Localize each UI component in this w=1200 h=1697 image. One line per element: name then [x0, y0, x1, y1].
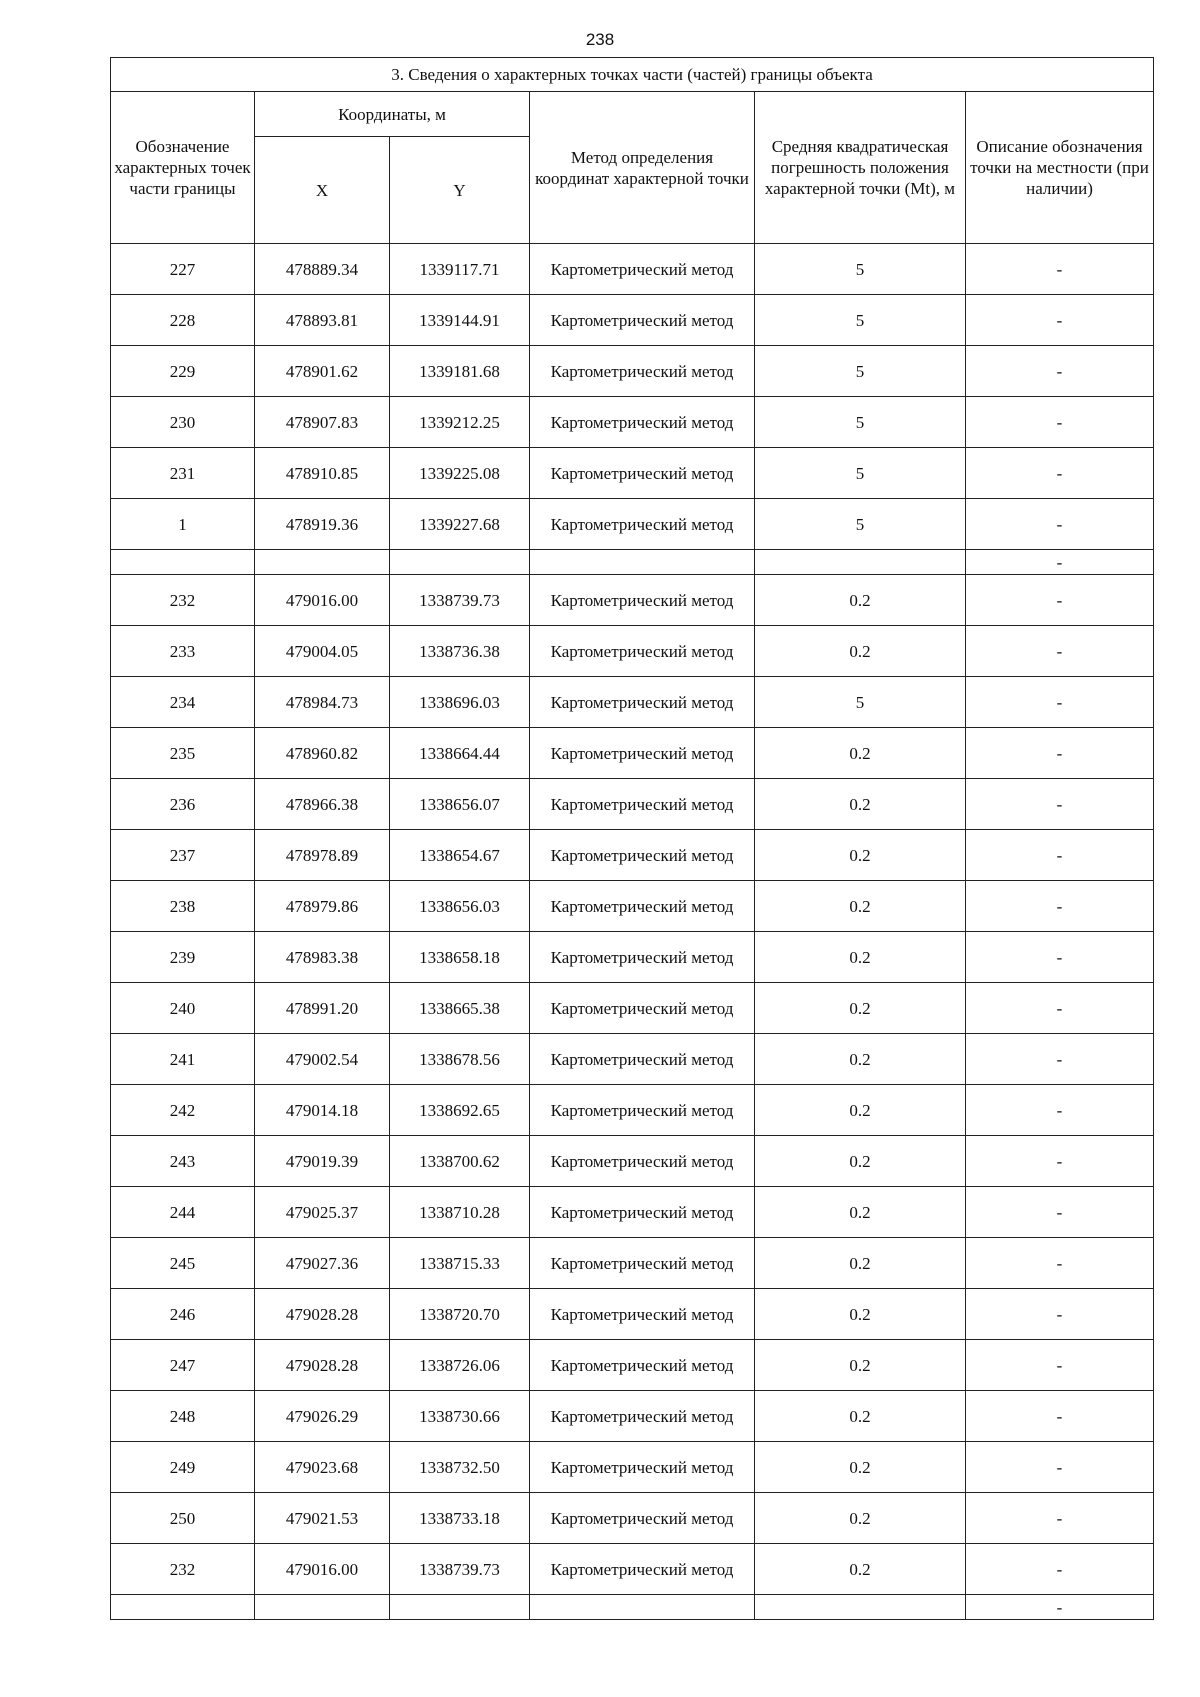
page-number: 238 — [585, 30, 615, 49]
cell-y: 1338665.38 — [390, 983, 530, 1034]
cell-accuracy: 0.2 — [755, 1391, 966, 1442]
cell-description: - — [966, 575, 1154, 626]
cell-accuracy: 0.2 — [755, 626, 966, 677]
cell-description: - — [966, 728, 1154, 779]
cell-point: 236 — [111, 779, 255, 830]
header-row — [111, 92, 1154, 137]
cell-accuracy: 0.2 — [755, 1136, 966, 1187]
cell-description: - — [966, 1289, 1154, 1340]
empty-cell — [530, 1595, 755, 1620]
cell-method: Картометрический метод — [530, 728, 755, 779]
cell-y: 1338720.70 — [390, 1289, 530, 1340]
cell-method: Картометрический метод — [530, 397, 755, 448]
cell-point: 244 — [111, 1187, 255, 1238]
cell-accuracy: 5 — [755, 244, 966, 295]
cell-method: Картометрический метод — [530, 1034, 755, 1085]
cell-x: 478960.82 — [255, 728, 390, 779]
cell-point: 248 — [111, 1391, 255, 1442]
empty-cell — [255, 1595, 390, 1620]
empty-cell — [755, 550, 966, 575]
cell-accuracy: 0.2 — [755, 983, 966, 1034]
table-row — [111, 397, 1154, 448]
cell-accuracy: 5 — [755, 346, 966, 397]
cell-point: 228 — [111, 295, 255, 346]
cell-description: - — [966, 1442, 1154, 1493]
cell-method: Картометрический метод — [530, 881, 755, 932]
cell-description: - — [966, 1544, 1154, 1595]
empty-cell — [755, 1595, 966, 1620]
cell-x: 479026.29 — [255, 1391, 390, 1442]
cell-x: 479016.00 — [255, 1544, 390, 1595]
table-title: 3. Сведения о характерных точках части (частей) границы объекта — [111, 58, 1154, 92]
cell-accuracy: 0.2 — [755, 1289, 966, 1340]
cell-method: Картометрический метод — [530, 499, 755, 550]
cell-y: 1338732.50 — [390, 1442, 530, 1493]
table-row — [111, 1034, 1154, 1085]
cell-description: - — [966, 1085, 1154, 1136]
cell-description: - — [966, 244, 1154, 295]
cell-method: Картометрический метод — [530, 983, 755, 1034]
cell-description: - — [966, 1034, 1154, 1085]
header-coordinates: Координаты, м — [255, 92, 530, 137]
empty-cell — [255, 550, 390, 575]
cell-accuracy: 0.2 — [755, 1187, 966, 1238]
cell-x: 478889.34 — [255, 244, 390, 295]
table-row — [111, 1340, 1154, 1391]
table-row — [111, 448, 1154, 499]
cell-y: 1339117.71 — [390, 244, 530, 295]
cell-x: 479014.18 — [255, 1085, 390, 1136]
cell-method: Картометрический метод — [530, 626, 755, 677]
cell-point: 239 — [111, 932, 255, 983]
table-row — [111, 1085, 1154, 1136]
table-body — [111, 244, 1154, 1620]
table-row — [111, 499, 1154, 550]
table-row — [111, 1187, 1154, 1238]
cell-x: 479002.54 — [255, 1034, 390, 1085]
table-row — [111, 779, 1154, 830]
table-row — [111, 244, 1154, 295]
cell-x: 478919.36 — [255, 499, 390, 550]
cell-accuracy: 5 — [755, 677, 966, 728]
cell-x: 478907.83 — [255, 397, 390, 448]
cell-method: Картометрический метод — [530, 1340, 755, 1391]
cell-accuracy: 0.2 — [755, 1085, 966, 1136]
cell-accuracy: 0.2 — [755, 932, 966, 983]
cell-point: 240 — [111, 983, 255, 1034]
cell-description: - — [966, 1238, 1154, 1289]
table-row — [111, 728, 1154, 779]
cell-method: Картометрический метод — [530, 244, 755, 295]
cell-accuracy: 0.2 — [755, 881, 966, 932]
cell-method: Картометрический метод — [530, 779, 755, 830]
table-title-row — [111, 58, 1154, 92]
header-description: Описание обозначения точки на местности (при наличии) — [966, 92, 1154, 244]
table-row — [111, 1544, 1154, 1595]
cell-accuracy: 5 — [755, 499, 966, 550]
cell-y: 1338700.62 — [390, 1136, 530, 1187]
cell-method: Картометрический метод — [530, 830, 755, 881]
cell-description: - — [966, 499, 1154, 550]
empty-cell — [390, 550, 530, 575]
cell-point: 232 — [111, 575, 255, 626]
cell-y: 1338664.44 — [390, 728, 530, 779]
cell-y: 1338730.66 — [390, 1391, 530, 1442]
cell-y: 1339144.91 — [390, 295, 530, 346]
table-row — [111, 677, 1154, 728]
cell-x: 479028.28 — [255, 1289, 390, 1340]
table-row — [111, 1289, 1154, 1340]
cell-y: 1338656.07 — [390, 779, 530, 830]
table-row — [111, 1238, 1154, 1289]
table-row — [111, 295, 1154, 346]
cell-method: Картометрический метод — [530, 1493, 755, 1544]
table-row — [111, 983, 1154, 1034]
table-row — [111, 1442, 1154, 1493]
table-row — [111, 346, 1154, 397]
cell-point: 247 — [111, 1340, 255, 1391]
cell-y: 1338736.38 — [390, 626, 530, 677]
cell-accuracy: 0.2 — [755, 830, 966, 881]
cell-method: Картометрический метод — [530, 677, 755, 728]
cell-y: 1338654.67 — [390, 830, 530, 881]
cell-y: 1338739.73 — [390, 575, 530, 626]
cell-point: 237 — [111, 830, 255, 881]
cell-x: 479025.37 — [255, 1187, 390, 1238]
cell-x: 479019.39 — [255, 1136, 390, 1187]
cell-x: 479023.68 — [255, 1442, 390, 1493]
cell-x: 479021.53 — [255, 1493, 390, 1544]
table-row-spacer — [111, 550, 1154, 575]
table-row — [111, 1136, 1154, 1187]
cell-description: - — [966, 1187, 1154, 1238]
cell-method: Картометрический метод — [530, 1544, 755, 1595]
table-row — [111, 830, 1154, 881]
cell-x: 479028.28 — [255, 1340, 390, 1391]
cell-point: 246 — [111, 1289, 255, 1340]
cell-y: 1338696.03 — [390, 677, 530, 728]
cell-x: 478910.85 — [255, 448, 390, 499]
cell-y: 1338710.28 — [390, 1187, 530, 1238]
cell-y: 1339181.68 — [390, 346, 530, 397]
table-row — [111, 932, 1154, 983]
cell-accuracy: 5 — [755, 397, 966, 448]
cell-y: 1339225.08 — [390, 448, 530, 499]
cell-description: - — [966, 1493, 1154, 1544]
cell-y: 1338692.65 — [390, 1085, 530, 1136]
cell-method: Картометрический метод — [530, 932, 755, 983]
cell-x: 478901.62 — [255, 346, 390, 397]
cell-accuracy: 0.2 — [755, 779, 966, 830]
cell-y: 1338656.03 — [390, 881, 530, 932]
cell-x: 478893.81 — [255, 295, 390, 346]
cell-x: 478984.73 — [255, 677, 390, 728]
cell-method: Картометрический метод — [530, 1391, 755, 1442]
cell-description: - — [966, 830, 1154, 881]
cell-accuracy: 5 — [755, 448, 966, 499]
cell-point: 233 — [111, 626, 255, 677]
cell-description: - — [966, 1595, 1154, 1620]
cell-description: - — [966, 397, 1154, 448]
cell-accuracy: 0.2 — [755, 1493, 966, 1544]
header-method: Метод определения координат характерной точки — [530, 92, 755, 244]
cell-description: - — [966, 932, 1154, 983]
cell-accuracy: 0.2 — [755, 1442, 966, 1493]
cell-accuracy: 0.2 — [755, 1340, 966, 1391]
cell-point: 231 — [111, 448, 255, 499]
cell-description: - — [966, 346, 1154, 397]
table-row — [111, 881, 1154, 932]
cell-point: 238 — [111, 881, 255, 932]
header-accuracy: Средняя квадратическая погрешность положения характерной точки (Mt), м — [755, 92, 966, 244]
cell-y: 1339227.68 — [390, 499, 530, 550]
table-row — [111, 575, 1154, 626]
cell-point: 229 — [111, 346, 255, 397]
cell-x: 479016.00 — [255, 575, 390, 626]
cell-y: 1338726.06 — [390, 1340, 530, 1391]
cell-x: 479004.05 — [255, 626, 390, 677]
cell-method: Картометрический метод — [530, 575, 755, 626]
table-row — [111, 626, 1154, 677]
cell-point: 230 — [111, 397, 255, 448]
cell-accuracy: 0.2 — [755, 1238, 966, 1289]
table-row-spacer — [111, 1595, 1154, 1620]
cell-description: - — [966, 983, 1154, 1034]
cell-point: 235 — [111, 728, 255, 779]
cell-method: Картометрический метод — [530, 1289, 755, 1340]
cell-point: 232 — [111, 1544, 255, 1595]
boundary-points-table — [110, 57, 1154, 1620]
cell-method: Картометрический метод — [530, 1187, 755, 1238]
cell-description: - — [966, 1136, 1154, 1187]
cell-y: 1339212.25 — [390, 397, 530, 448]
empty-cell — [390, 1595, 530, 1620]
cell-method: Картометрический метод — [530, 1085, 755, 1136]
cell-description: - — [966, 779, 1154, 830]
cell-method: Картометрический метод — [530, 448, 755, 499]
cell-y: 1338739.73 — [390, 1544, 530, 1595]
header-designation: Обозначение характерных точек части границы — [111, 92, 255, 244]
cell-description: - — [966, 550, 1154, 575]
cell-accuracy: 0.2 — [755, 575, 966, 626]
empty-cell — [530, 550, 755, 575]
table-row — [111, 1391, 1154, 1442]
cell-point: 227 — [111, 244, 255, 295]
cell-point: 243 — [111, 1136, 255, 1187]
cell-point: 249 — [111, 1442, 255, 1493]
cell-description: - — [966, 1340, 1154, 1391]
cell-method: Картометрический метод — [530, 295, 755, 346]
cell-point: 245 — [111, 1238, 255, 1289]
cell-x: 478966.38 — [255, 779, 390, 830]
cell-accuracy: 5 — [755, 295, 966, 346]
table-row — [111, 1493, 1154, 1544]
cell-accuracy: 0.2 — [755, 1034, 966, 1085]
empty-cell — [111, 550, 255, 575]
cell-x: 479027.36 — [255, 1238, 390, 1289]
cell-x: 478983.38 — [255, 932, 390, 983]
cell-description: - — [966, 295, 1154, 346]
cell-description: - — [966, 626, 1154, 677]
cell-y: 1338658.18 — [390, 932, 530, 983]
cell-method: Картометрический метод — [530, 1136, 755, 1187]
cell-x: 478979.86 — [255, 881, 390, 932]
cell-y: 1338715.33 — [390, 1238, 530, 1289]
cell-point: 250 — [111, 1493, 255, 1544]
cell-y: 1338678.56 — [390, 1034, 530, 1085]
cell-description: - — [966, 677, 1154, 728]
cell-point: 234 — [111, 677, 255, 728]
cell-point: 1 — [111, 499, 255, 550]
cell-method: Картометрический метод — [530, 1238, 755, 1289]
cell-accuracy: 0.2 — [755, 728, 966, 779]
cell-y: 1338733.18 — [390, 1493, 530, 1544]
empty-cell — [111, 1595, 255, 1620]
cell-description: - — [966, 1391, 1154, 1442]
cell-x: 478991.20 — [255, 983, 390, 1034]
cell-point: 242 — [111, 1085, 255, 1136]
cell-method: Картометрический метод — [530, 1442, 755, 1493]
cell-accuracy: 0.2 — [755, 1544, 966, 1595]
cell-point: 241 — [111, 1034, 255, 1085]
header-x: X — [255, 137, 390, 244]
cell-description: - — [966, 448, 1154, 499]
header-y: Y — [390, 137, 530, 244]
cell-description: - — [966, 881, 1154, 932]
cell-method: Картометрический метод — [530, 346, 755, 397]
cell-x: 478978.89 — [255, 830, 390, 881]
